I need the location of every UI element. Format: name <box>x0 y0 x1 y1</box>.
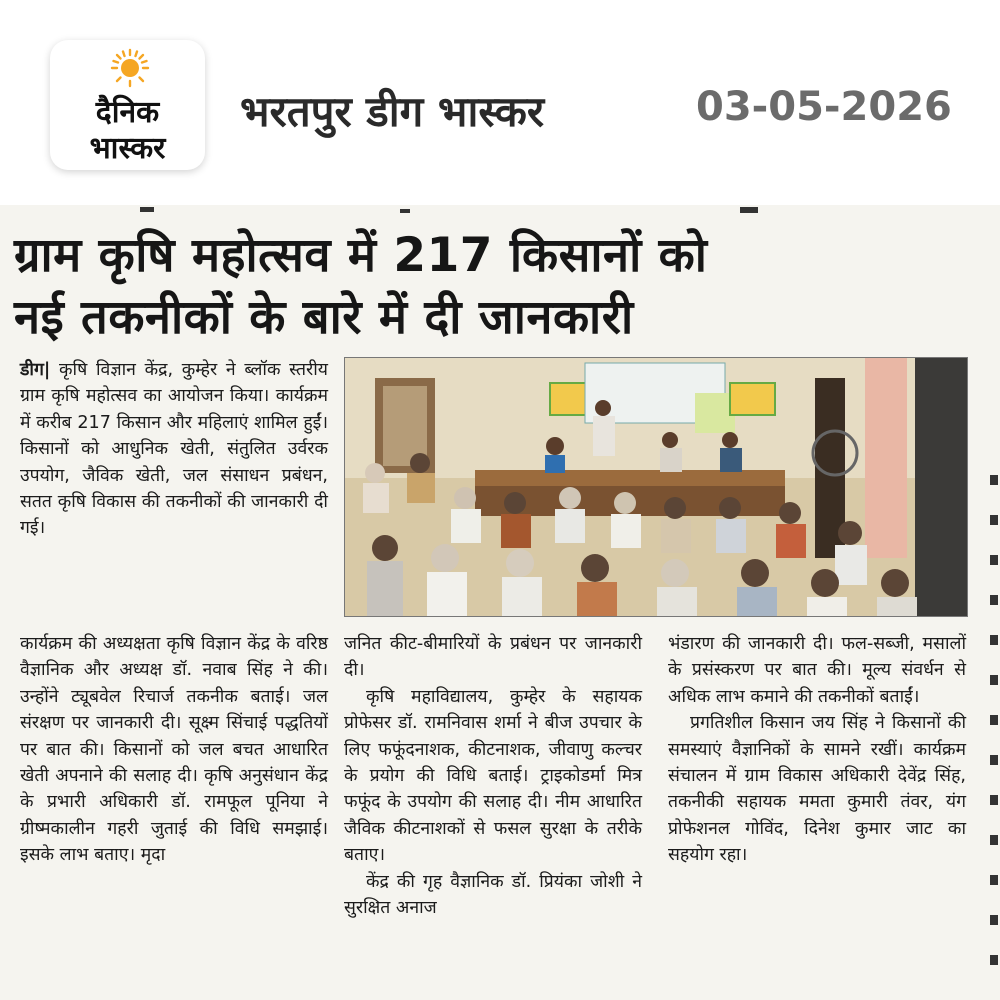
article-headline <box>14 225 974 349</box>
newspaper-clipping <box>0 205 1000 1000</box>
article-column-1 <box>20 631 328 869</box>
article-paragraph-5: केंद्र की गृह वैज्ञानिक डॉ. प्रियंका जोशी ने सुरक्षित अनाज <box>344 871 642 919</box>
article-paragraph-1 <box>20 357 328 542</box>
adjacent-column-edge <box>986 475 1000 995</box>
article-paragraph-3: जनित कीट-बीमारियों के प्रबंधन पर जानकारी दी। <box>344 634 642 681</box>
dateline: डीग| <box>20 360 51 380</box>
logo-text-line2: भास्कर <box>89 131 166 166</box>
article-paragraph-7: प्रगतिशील किसान जय सिंह ने किसानों की समस्याएं वैज्ञानिकों के सामने रखीं। कार्यक्रम संचालन में ग्राम विकास अधिकारी देवेंद्र सिंह, तकनीकी सहायक ममता कुमारी तंवर, यंग प्रोफेशनल गोविंद, दिनेश कुमार जाट का सहयोग रहा। <box>668 713 966 866</box>
dainik-bhaskar-logo[interactable] <box>50 40 205 170</box>
headline-line-1: ग्राम कृषि महोत्सव में 217 किसानों को <box>14 228 708 283</box>
article-paragraph-6: भंडारण की जानकारी दी। फल-सब्जी, मसालों के प्रसंस्करण पर बात की। मूल्य संवर्धन से अधिक लाभ कमाने की तकनीकों बताईं। <box>668 634 966 707</box>
article-column-2 <box>344 631 642 921</box>
paragraph-1-text: कृषि विज्ञान केंद्र, कुम्हेर ने ब्लॉक स्तरीय ग्राम कृषि महोत्सव का आयोजन किया। कार्यक्रम में करीब 217 किसान और महिलाएं शामिल हुईं। किसानों को आधुनिक खेती, संतुलित उर्वरक उपयोग, जैविक खेती, जल संसाधन प्रबंधन, सतत कृषि विकास की तकनीकों की जानकारी दी गई। <box>20 360 328 539</box>
event-photo-illustration <box>345 358 967 616</box>
clipping-edge-marks <box>140 205 780 217</box>
article-paragraph-4: कृषि महाविद्यालय, कुम्हेर के सहायक प्रोफेसर डॉ. रामनिवास शर्मा ने बीज उपचार के लिए फफूंदनाशक, कीटनाशक, जीवाणु कल्चर के प्रयोग की विधि बताई। ट्राइकोडर्मा मित्र फफूंद के उपयोग की सलाह दी। नीम आधारित जैविक कीटनाशकों से फसल सुरक्षा के तरीके बताए। <box>344 686 642 866</box>
page-header <box>0 0 1000 190</box>
article-paragraph-2: कार्यक्रम की अध्यक्षता कृषि विज्ञान केंद्र के वरिष्ठ वैज्ञानिक और अध्यक्ष डॉ. नवाब सिंह ने की। उन्होंने ट्यूबवेल रिचार्ज तकनीक बताई। जल संरक्षण पर जानकारी दी। सूक्ष्म सिंचाई पद्धतियों पर बात की। किसानों को जल बचत आधारित खेती अपनाने की सलाह दी। कृषि अनुसंधान केंद्र के प्रभारी अधिकारी डॉ. रामफूल पूनिया ने ग्रीष्मकालीन गहरी जुताई की विधि समझाई। इसके लाभ बताए। मृदा <box>20 634 328 866</box>
logo-text-line1: दैनिक <box>95 95 160 130</box>
sun-icon <box>110 48 150 88</box>
headline-line-2: नई तकनीकों के बारे में दी जानकारी <box>14 290 634 345</box>
event-photo <box>344 357 968 617</box>
article-column-1-top <box>20 357 328 542</box>
article-column-3 <box>668 631 966 869</box>
edition-title: भरतपुर डीग भास्कर <box>240 87 545 136</box>
edition-date: 03-05-2026 <box>696 84 952 130</box>
